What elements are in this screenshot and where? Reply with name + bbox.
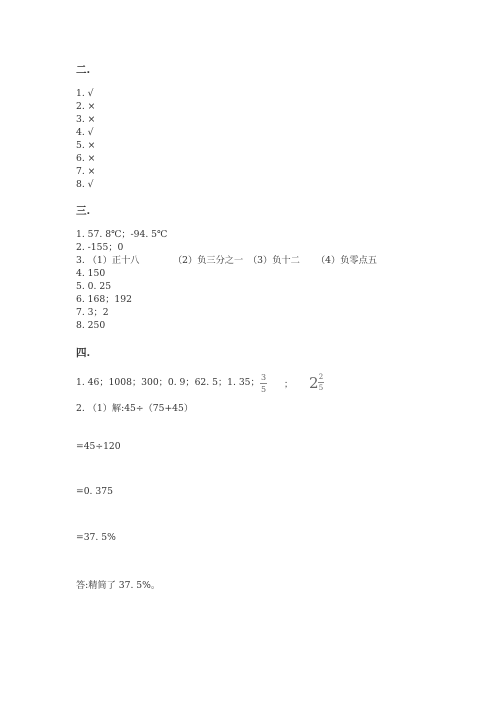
s4-step-1: =45÷120 <box>76 441 121 452</box>
fraction-separator: ； <box>284 380 294 390</box>
s3-line-3 <box>76 255 377 267</box>
s3-line-7: 7. 3；2 <box>76 307 109 318</box>
mixed-numerator: 2 <box>318 373 324 381</box>
s3-line-3-part-1: 3. （1）正十八 <box>76 255 140 266</box>
s2-item-4: 4. √ <box>76 127 94 138</box>
s3-line-3-part-3: （3）负十二 <box>248 255 300 266</box>
s3-line-3-part-2: （2）负三分之一 <box>173 255 244 266</box>
section-3-title: 三. <box>76 205 91 217</box>
fraction-numerator: 3 <box>260 373 267 382</box>
s4-q1-text: 1. 46；1008；300；0. 9；62. 5；1. 35； <box>76 377 260 388</box>
s2-item-7: 7. × <box>76 166 96 177</box>
mixed-denominator: 5 <box>318 384 324 392</box>
s2-item-1: 1. √ <box>76 88 94 99</box>
section-2-title: 二. <box>76 64 91 76</box>
s3-line-4: 4. 150 <box>76 268 106 279</box>
mixed-number <box>309 373 329 397</box>
fraction-three-fifths <box>260 373 267 394</box>
s4-q2-line: 2. （1）解:45÷（75+45） <box>76 403 194 414</box>
s4-step-2: =0. 375 <box>76 486 113 497</box>
mixed-fraction-bar <box>318 382 324 383</box>
fraction-denominator: 5 <box>260 385 267 394</box>
s2-item-6: 6. × <box>76 153 96 164</box>
mixed-fraction <box>318 373 324 392</box>
s3-line-8: 8. 250 <box>76 320 106 331</box>
s4-answer: 答:精简了 37. 5%。 <box>76 580 161 591</box>
s3-line-2: 2. -155；0 <box>76 242 124 253</box>
s3-line-1: 1. 57. 8℃；-94. 5℃ <box>76 229 168 240</box>
mixed-whole: 2 <box>309 374 319 392</box>
s2-item-8: 8. √ <box>76 179 94 190</box>
fraction-bar <box>260 383 267 384</box>
s3-line-5: 5. 0. 25 <box>76 281 112 292</box>
s3-line-3-part-4: （4）负零点五 <box>316 255 377 266</box>
s4-step-3: =37. 5% <box>76 532 116 543</box>
s2-item-3: 3. × <box>76 114 96 125</box>
s2-item-5: 5. × <box>76 140 96 151</box>
section-4-title: 四. <box>76 347 91 359</box>
s3-line-6: 6. 168；192 <box>76 294 132 305</box>
s2-item-2: 2. × <box>76 101 96 112</box>
